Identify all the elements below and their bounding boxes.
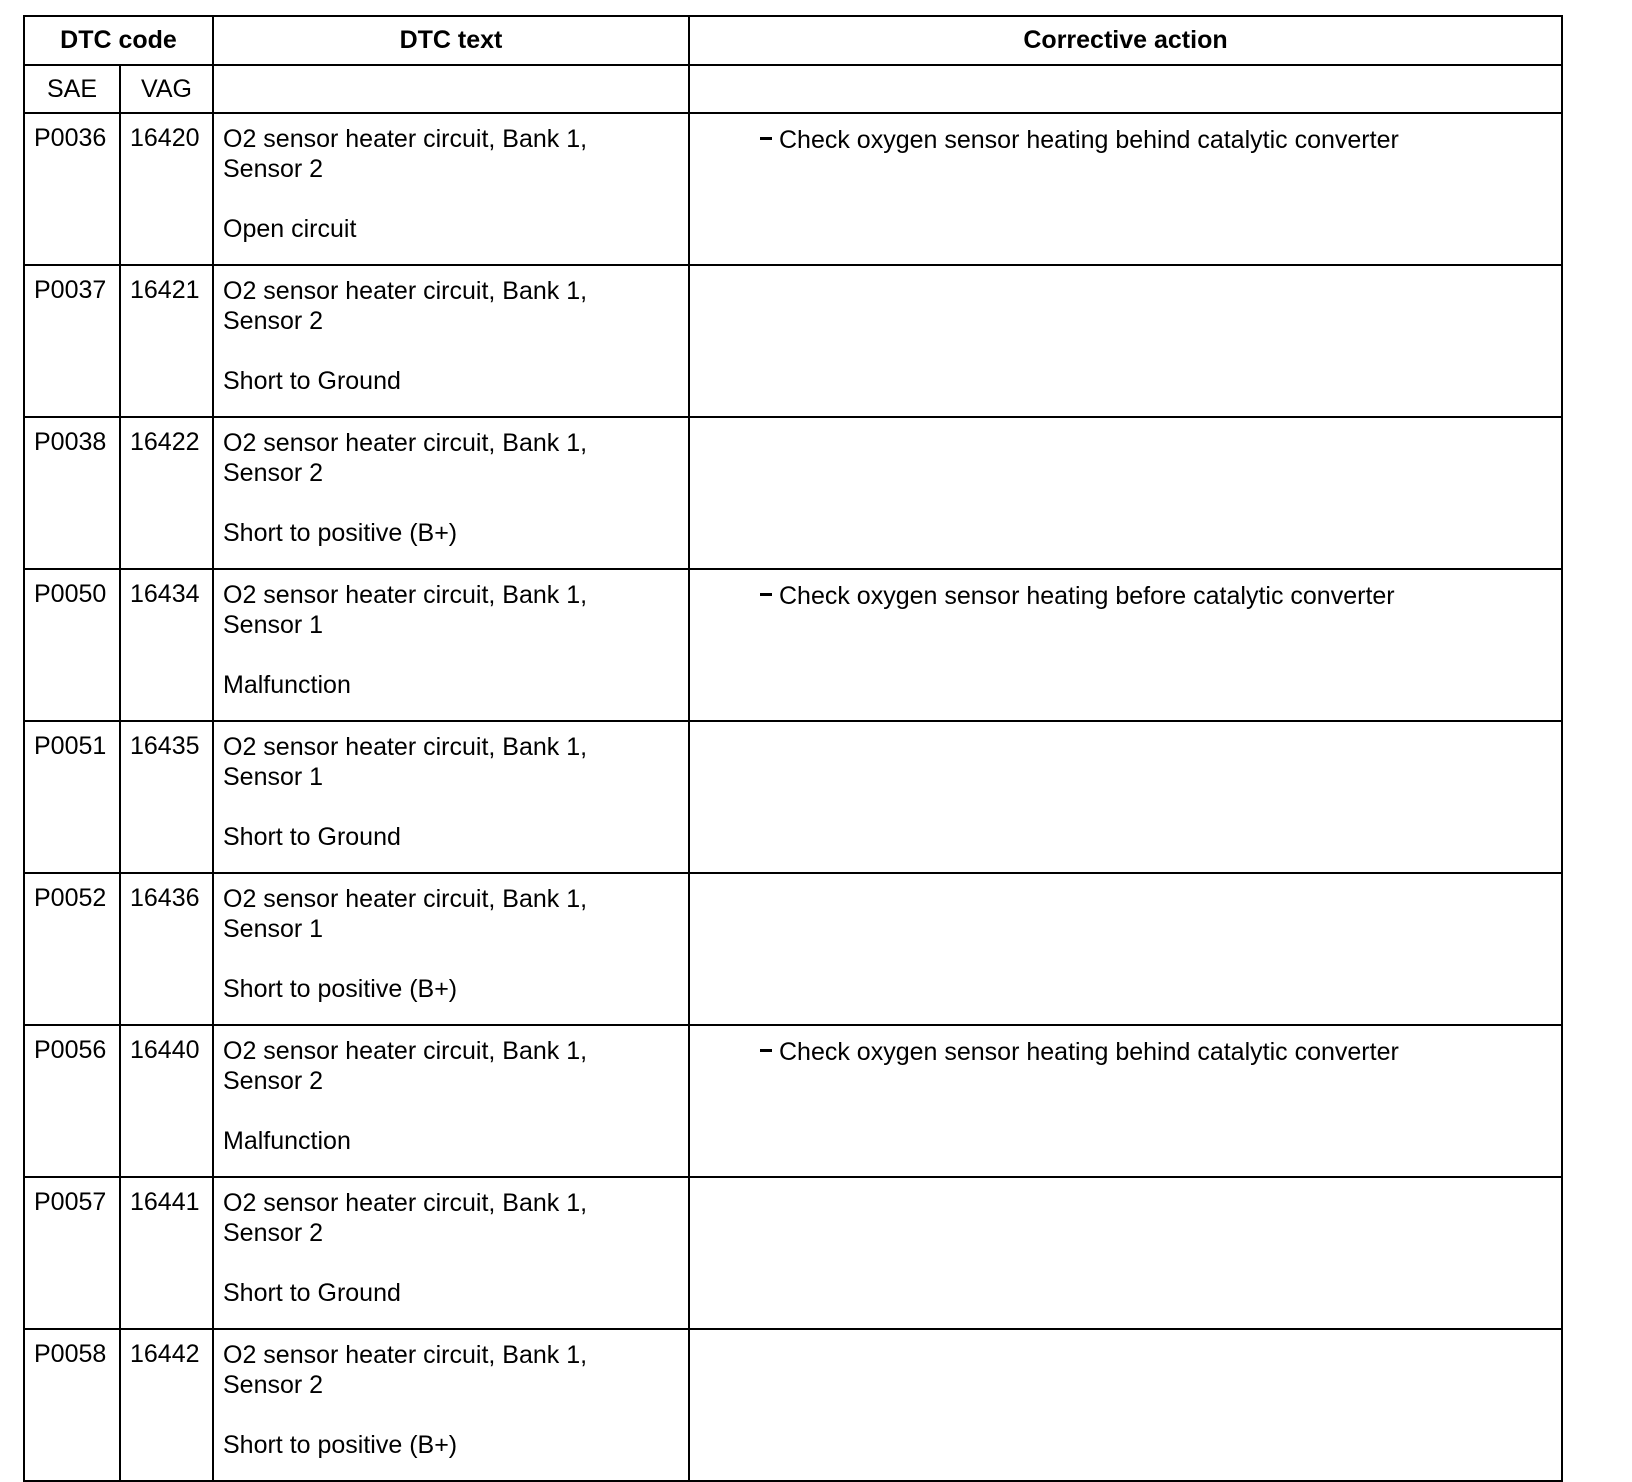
- dtc-description-line1: O2 sensor heater circuit, Bank 1,: [223, 1341, 588, 1369]
- sae-code: P0058: [24, 1329, 120, 1481]
- table-row: [24, 1177, 1562, 1329]
- sae-code: P0056: [24, 1025, 120, 1177]
- dtc-description-line2: Sensor 1: [223, 915, 324, 943]
- vag-code: 16434: [120, 569, 213, 721]
- dtc-description-line1: O2 sensor heater circuit, Bank 1,: [223, 733, 588, 761]
- vag-code: 16442: [120, 1329, 213, 1481]
- corrective-action-text: Check oxygen sensor heating behind catalytic converter: [779, 1038, 1399, 1066]
- vag-code: 16441: [120, 1177, 213, 1329]
- dtc-table: [23, 15, 1563, 1482]
- vag-code: 16440: [120, 1025, 213, 1177]
- dtc-description-line2: Sensor 2: [223, 459, 324, 487]
- dtc-text-cell: [213, 569, 689, 721]
- table-row: [24, 1329, 1562, 1481]
- vag-code: 16421: [120, 265, 213, 417]
- corrective-action-cell: [689, 873, 1562, 1025]
- dtc-condition: Short to positive (B+): [223, 975, 458, 1003]
- dtc-condition: Short to Ground: [223, 823, 401, 851]
- dtc-description-line1: O2 sensor heater circuit, Bank 1,: [223, 1189, 588, 1217]
- table-row: [24, 113, 1562, 265]
- dtc-condition: Short to Ground: [223, 1279, 401, 1307]
- table-row: [24, 1025, 1562, 1177]
- dtc-text-cell: [213, 265, 689, 417]
- dtc-condition: Malfunction: [223, 671, 351, 699]
- dtc-text-cell: [213, 721, 689, 873]
- vag-code: 16420: [120, 113, 213, 265]
- corrective-action-cell: [689, 265, 1562, 417]
- header-corrective-action: Corrective action: [689, 16, 1562, 65]
- dtc-description-line1: O2 sensor heater circuit, Bank 1,: [223, 429, 588, 457]
- dtc-description-line2: Sensor 1: [223, 763, 324, 791]
- vag-code: 16436: [120, 873, 213, 1025]
- dtc-description-line2: Sensor 2: [223, 1219, 324, 1247]
- sae-code: P0052: [24, 873, 120, 1025]
- header-dtc-code: DTC code: [24, 16, 213, 65]
- corrective-action-cell: [689, 113, 1562, 265]
- header-dtc-text: DTC text: [213, 16, 689, 65]
- dtc-description-line2: Sensor 2: [223, 1371, 324, 1399]
- dtc-text-cell: [213, 1177, 689, 1329]
- dtc-description-line1: O2 sensor heater circuit, Bank 1,: [223, 277, 588, 305]
- vag-code: 16422: [120, 417, 213, 569]
- dash-bullet-icon: [760, 1049, 772, 1052]
- subheader-sae: SAE: [24, 65, 120, 113]
- dtc-description-line1: O2 sensor heater circuit, Bank 1,: [223, 885, 588, 913]
- dtc-text-cell: [213, 417, 689, 569]
- sae-code: P0037: [24, 265, 120, 417]
- dash-bullet-icon: [760, 593, 772, 596]
- subheader-row: [24, 65, 1562, 113]
- corrective-action-cell: [689, 1177, 1562, 1329]
- sae-code: P0036: [24, 113, 120, 265]
- header-row: [24, 16, 1562, 65]
- table-row: [24, 569, 1562, 721]
- dtc-text-cell: [213, 113, 689, 265]
- corrective-action-cell: [689, 417, 1562, 569]
- table-row: [24, 721, 1562, 873]
- table-body: [24, 113, 1562, 1481]
- sae-code: P0050: [24, 569, 120, 721]
- corrective-action-cell: [689, 1329, 1562, 1481]
- sae-code: P0057: [24, 1177, 120, 1329]
- sae-code: P0038: [24, 417, 120, 569]
- corrective-action-text: Check oxygen sensor heating behind catalytic converter: [779, 126, 1399, 154]
- dtc-condition: Short to Ground: [223, 367, 401, 395]
- dtc-condition: Open circuit: [223, 215, 357, 243]
- table-row: [24, 265, 1562, 417]
- subheader-empty-action: [689, 65, 1562, 113]
- corrective-action-cell: [689, 569, 1562, 721]
- subheader-empty-text: [213, 65, 689, 113]
- dtc-condition: Malfunction: [223, 1127, 351, 1155]
- dtc-description-line1: O2 sensor heater circuit, Bank 1,: [223, 1037, 588, 1065]
- dtc-description-line1: O2 sensor heater circuit, Bank 1,: [223, 581, 588, 609]
- dtc-description-line2: Sensor 2: [223, 155, 324, 183]
- dtc-description-line2: Sensor 2: [223, 1067, 324, 1095]
- table-row: [24, 873, 1562, 1025]
- dtc-description-line1: O2 sensor heater circuit, Bank 1,: [223, 125, 588, 153]
- dtc-condition: Short to positive (B+): [223, 1431, 458, 1459]
- dash-bullet-icon: [760, 137, 772, 140]
- dtc-description-line2: Sensor 2: [223, 307, 324, 335]
- vag-code: 16435: [120, 721, 213, 873]
- corrective-action-text: Check oxygen sensor heating before catalytic converter: [779, 582, 1395, 610]
- table-row: [24, 417, 1562, 569]
- dtc-description-line2: Sensor 1: [223, 611, 324, 639]
- corrective-action-cell: [689, 1025, 1562, 1177]
- dtc-text-cell: [213, 1329, 689, 1481]
- sae-code: P0051: [24, 721, 120, 873]
- corrective-action-cell: [689, 721, 1562, 873]
- dtc-condition: Short to positive (B+): [223, 519, 458, 547]
- dtc-text-cell: [213, 1025, 689, 1177]
- subheader-vag: VAG: [120, 65, 213, 113]
- dtc-text-cell: [213, 873, 689, 1025]
